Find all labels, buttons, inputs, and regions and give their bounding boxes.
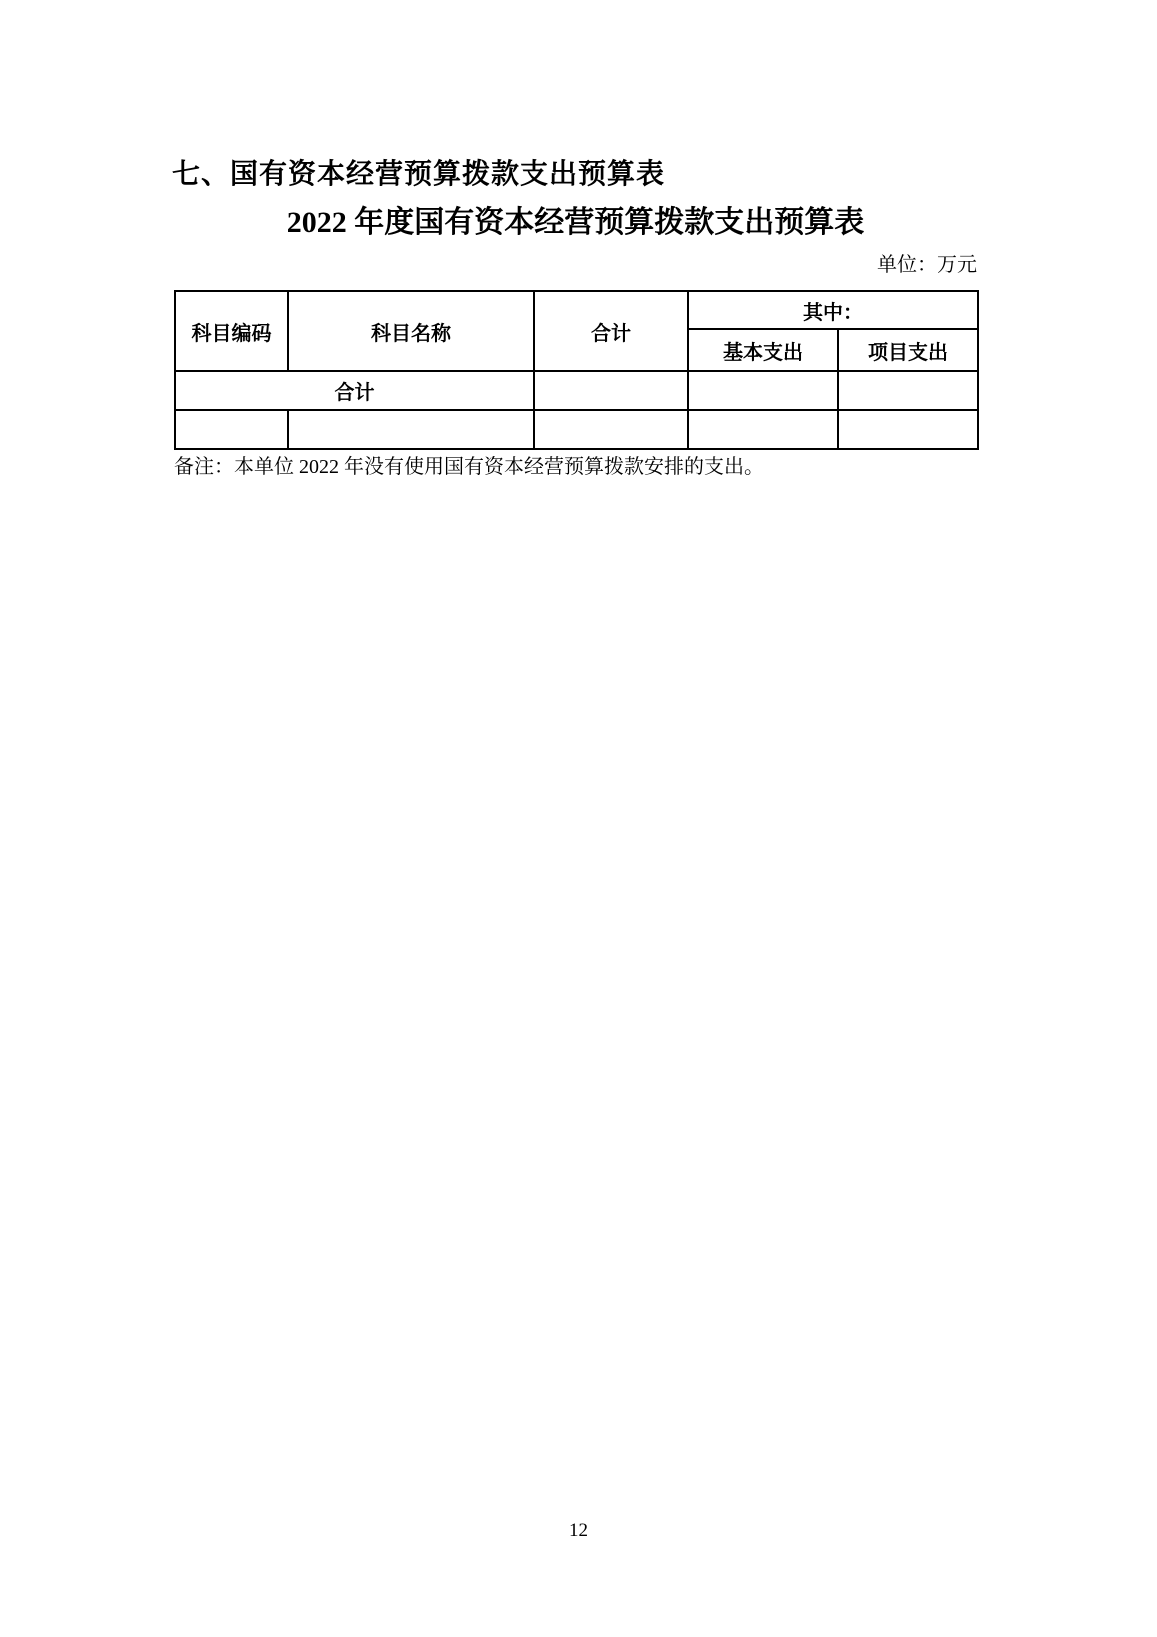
header-of-which: 其中：	[688, 291, 978, 329]
total-row-total-value	[534, 371, 688, 410]
total-row-project-value	[838, 371, 978, 410]
total-row-label: 合计	[175, 371, 534, 410]
empty-row-name-value	[288, 410, 534, 449]
total-row-basic-value	[688, 371, 838, 410]
empty-row-code-value	[175, 410, 288, 449]
empty-row-basic-value	[688, 410, 838, 449]
empty-row-project-value	[838, 410, 978, 449]
empty-row-total-value	[534, 410, 688, 449]
header-total: 合计	[534, 291, 688, 371]
table-title: 2022 年度国有资本经营预算拨款支出预算表	[286, 206, 865, 239]
page-number: 12	[569, 1520, 588, 1541]
unit-label: 单位：万元	[877, 254, 977, 276]
table-header-row-1	[175, 291, 978, 329]
budget-table	[174, 290, 979, 450]
section-heading: 七、国有资本经营预算拨款支出预算表	[172, 158, 666, 189]
table-row-total	[175, 371, 978, 410]
header-subject-name: 科目名称	[288, 291, 534, 371]
header-project-expenditure: 项目支出	[838, 329, 978, 371]
table-row-empty	[175, 410, 978, 449]
header-basic-expenditure: 基本支出	[688, 329, 838, 371]
header-subject-code: 科目编码	[175, 291, 288, 371]
note-text: 备注：本单位 2022 年没有使用国有资本经营预算拨款安排的支出。	[174, 456, 764, 478]
